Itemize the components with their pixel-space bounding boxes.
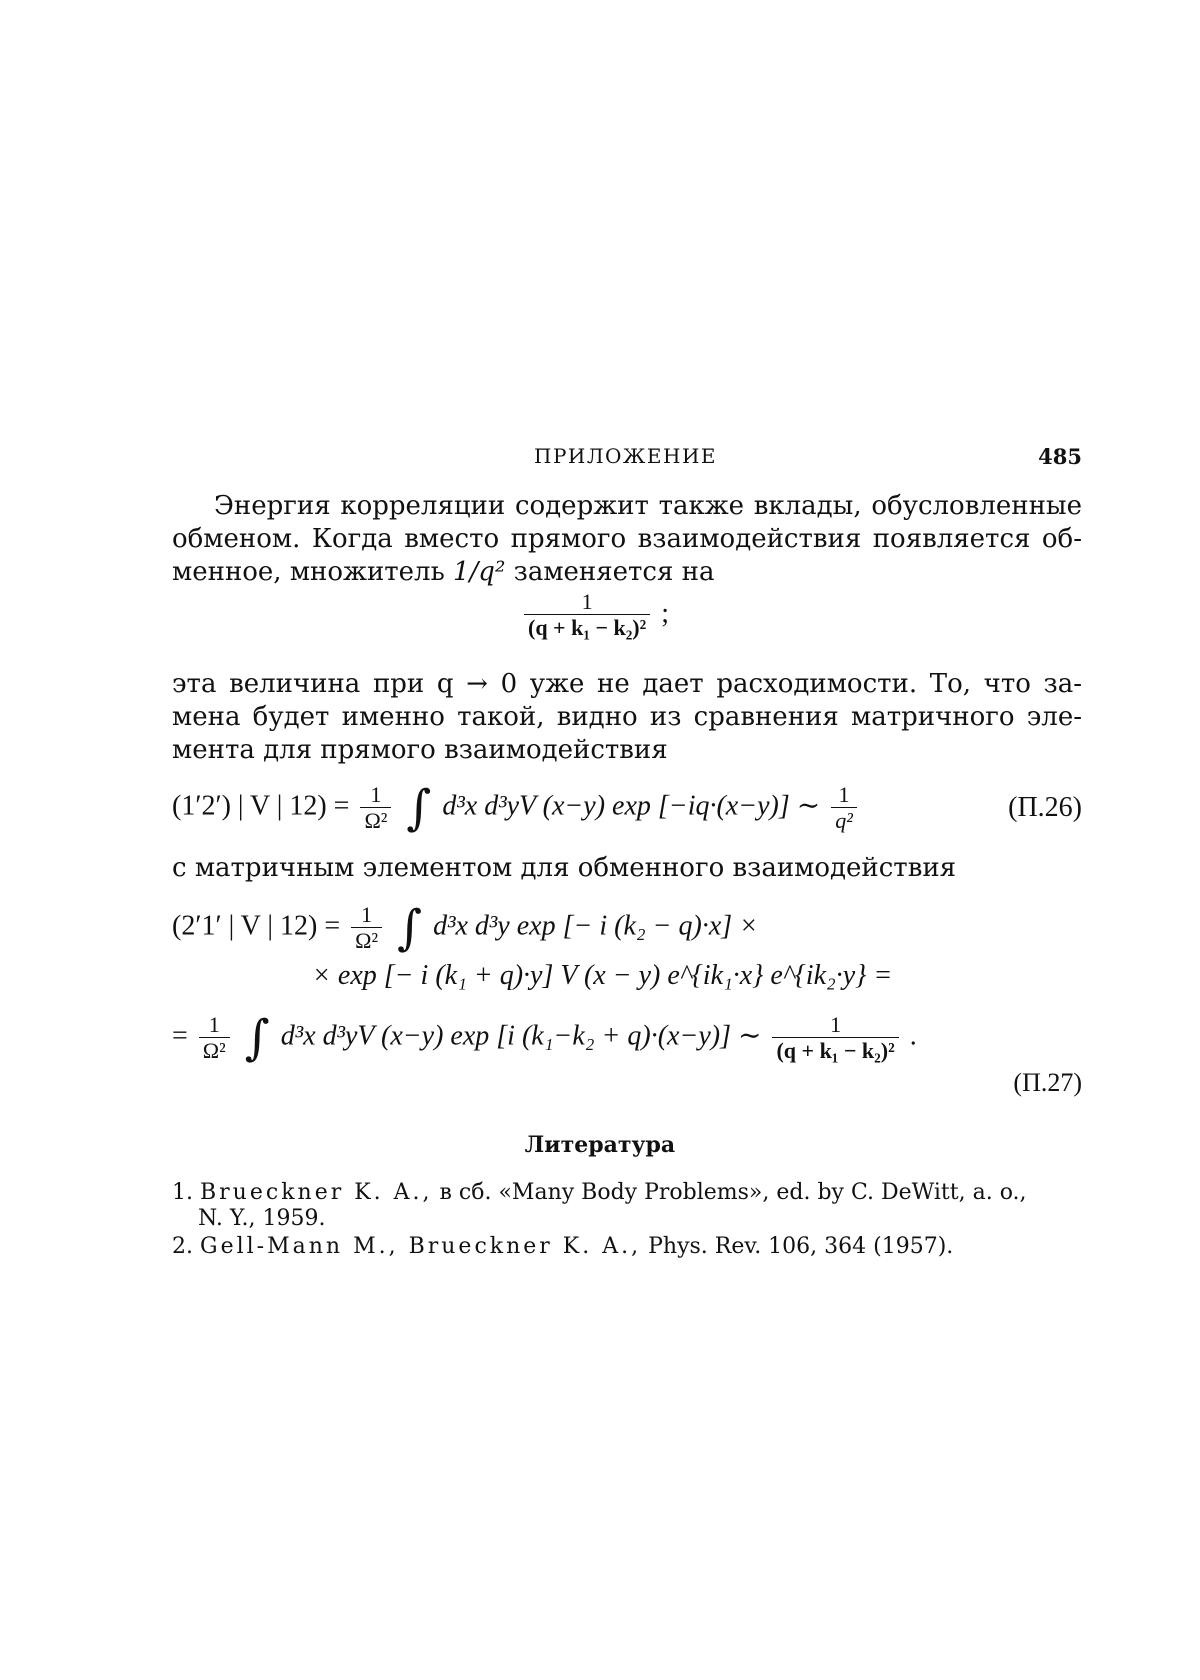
paragraph-1-line-3 <box>172 556 1082 589</box>
eq26-fraction-denominator: Ω² <box>364 807 388 833</box>
eq27-rhs-denominator: (q + k₁ − k₂)² <box>776 1037 895 1063</box>
eq27-rhs-numerator: 1 <box>772 1013 898 1038</box>
reference-2-text: Phys. Rev. 106, 364 (1957). <box>648 1234 954 1259</box>
inline-formula-1-over-q2: 1/q² <box>453 557 506 587</box>
eq26-lhs: (1′2′) | V | 12) = <box>172 790 350 822</box>
paragraph-3-line-1: с матричным элементом для обменного взаимодействия <box>172 853 957 883</box>
reference-2-author: Gell-Mann M., Brueckner K. A., <box>200 1234 642 1259</box>
eq27-fraction <box>351 903 382 954</box>
paragraph-2-line-3: мента для прямого взаимодействия <box>172 735 668 765</box>
reference-1-text: в сб. «Many Body Problems», ed. by C. DeWitt, a. o., <box>439 1180 1027 1205</box>
paragraph-2 <box>172 668 1082 767</box>
eq27-fraction-denominator: Ω² <box>355 927 379 953</box>
eq27-integral-sign: ∫ <box>397 900 423 956</box>
paragraph-1 <box>172 490 1082 589</box>
eq27-trail: . <box>909 1020 917 1052</box>
eq27-rhs-fraction <box>772 1013 898 1064</box>
eq26-rhs-denominator: q² <box>835 807 853 833</box>
eq27-line-3-body: d³x d³yV (x−y) exp [i (k₁−k₂ + q)·(x−y)] ∼ <box>280 1020 762 1052</box>
paragraph-2-line-2: мена будет именно такой, видно из сравнения матричного эле- <box>172 702 1082 732</box>
running-head: ПРИЛОЖЕНИЕ <box>534 444 717 468</box>
eq27-line-3-integral-sign: ∫ <box>244 1010 270 1066</box>
eq27-line-3-lhs: = <box>172 1020 188 1052</box>
eq27-line-1 <box>172 900 758 956</box>
eq27-number: (П.27) <box>1013 1068 1082 1097</box>
reference-1-number: 1. <box>172 1180 193 1205</box>
paragraph-1-line-2: обменом. Когда вместо прямого взаимодействия появляется об- <box>172 524 1082 554</box>
display-fraction-denominator: (q + k₁ − k₂)² <box>528 615 647 640</box>
display-formula-trail: ; <box>661 597 669 629</box>
eq26-rhs-numerator: 1 <box>831 783 857 808</box>
page-number: 485 <box>1038 444 1082 469</box>
paragraph-2-line-1: эта величина при q → 0 уже не дает расходимости. То, что за- <box>172 669 1082 699</box>
eq27-line-3-fraction-numerator: 1 <box>199 1013 230 1038</box>
eq27-line-2 <box>312 960 892 992</box>
paragraph-1-line-3-a: менное, множитель <box>172 557 445 587</box>
display-fraction-numerator: 1 <box>524 590 650 615</box>
display-formula <box>520 590 669 641</box>
eq27-line-1-body: d³x d³y exp [− i (k₂ − q)·x] × <box>433 910 759 942</box>
paragraph-1-line-1: Энергия корреляции содержит также вклады, обусловленные <box>214 491 1082 521</box>
eq27-lhs: (2′1′ | V | 12) = <box>172 910 341 942</box>
eq26-fraction-numerator: 1 <box>360 783 391 808</box>
references-title: Литература <box>524 1132 676 1158</box>
eq27-line-2-body: × exp [− i (k₁ + q)·y] V (x − y) e^{ik₁·x} e^{ik₂·y} = <box>312 960 893 991</box>
eq27-line-3 <box>172 1010 1082 1066</box>
display-fraction <box>524 590 650 641</box>
eq27-line-3-fraction-denominator: Ω² <box>202 1037 226 1063</box>
reference-1-author: Brueckner K. A., <box>200 1180 433 1205</box>
eq26-body: d³x d³yV (x−y) exp [−iq·(x−y)] ∼ <box>442 790 821 822</box>
reference-1 <box>172 1180 1082 1232</box>
paragraph-3 <box>172 852 1082 885</box>
reference-2-number: 2. <box>172 1234 193 1259</box>
reference-2 <box>172 1234 1082 1260</box>
eq26-number: (П.26) <box>1008 792 1082 823</box>
paragraph-1-line-3-b: заменяется на <box>513 557 715 587</box>
equation-26 <box>172 780 1082 840</box>
eq27-fraction-numerator: 1 <box>351 903 382 928</box>
eq26-fraction <box>360 783 391 834</box>
eq26-rhs-fraction <box>831 783 857 834</box>
page-header <box>172 444 1082 480</box>
reference-1-text-2: N. Y., 1959. <box>198 1206 326 1231</box>
eq26-integral-sign: ∫ <box>406 780 432 836</box>
eq27-line-3-fraction <box>199 1013 230 1064</box>
